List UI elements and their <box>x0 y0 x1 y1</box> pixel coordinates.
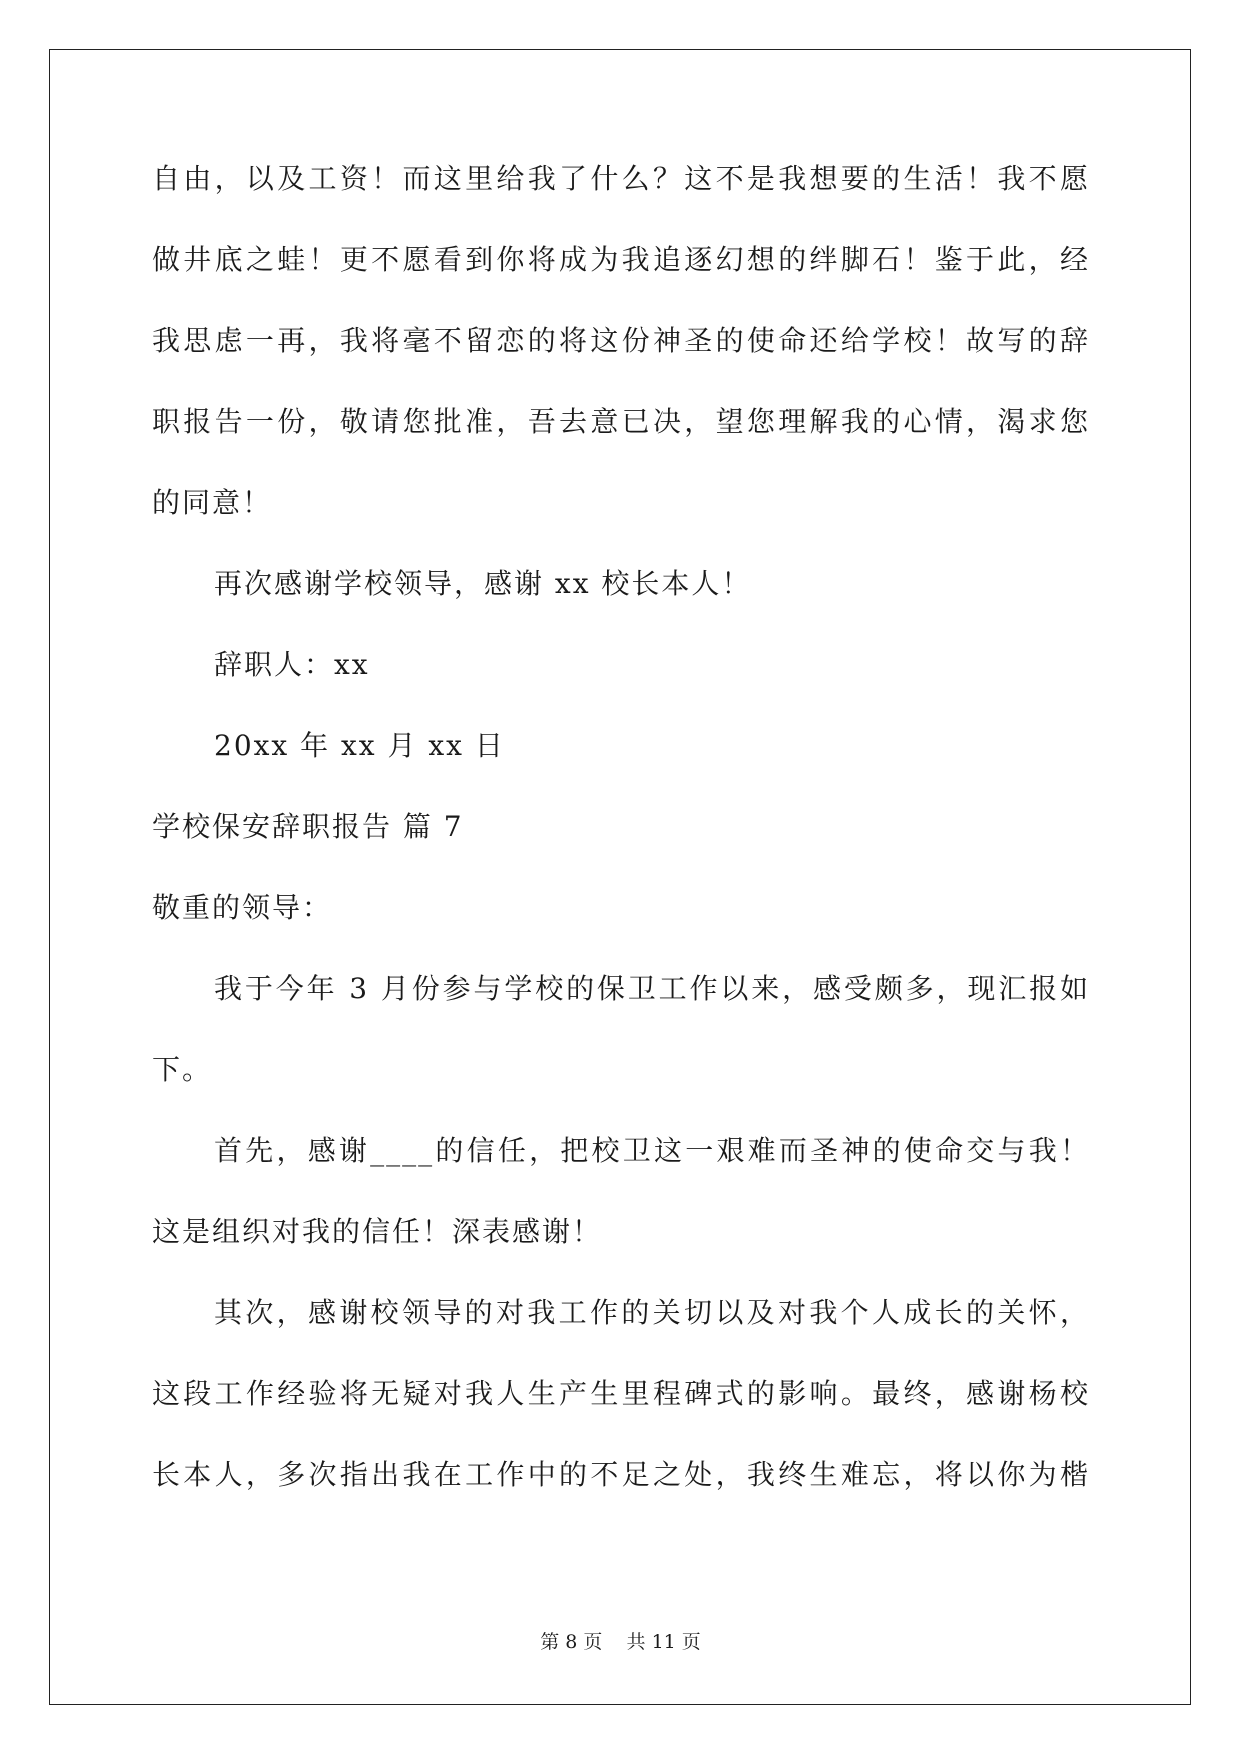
text-line: 再次感谢学校领导，感谢 xx 校长本人！ <box>214 567 752 600</box>
text-line: 下。 <box>152 1053 213 1086</box>
text-line: 长本人，多次指出我在工作中的不足之处，我终生难忘，将以你为楷 <box>152 1458 1090 1491</box>
text-line: 职报告一份，敬请您批准，吾去意已决，望您理解我的心情，渴求您 <box>152 405 1090 438</box>
text-line: 这段工作经验将无疑对我人生产生里程碑式的影响。最终，感谢杨校 <box>152 1377 1090 1410</box>
text-line: 学校保安辞职报告 篇 7 <box>152 810 464 843</box>
text-line: 做井底之蛙！更不愿看到你将成为我追逐幻想的绊脚石！鉴于此，经 <box>152 243 1090 276</box>
text-line: 其次，感谢校领导的对我工作的关切以及对我个人成长的关怀， <box>214 1296 1090 1329</box>
document-body <box>152 158 1090 1535</box>
text-line: 我于今年 3 月份参与学校的保卫工作以来，感受颇多，现汇报如 <box>214 972 1090 1005</box>
text-line: 敬重的领导： <box>152 891 333 924</box>
text-line: 自由，以及工资！而这里给我了什么？这不是我想要的生活！我不愿 <box>152 162 1090 195</box>
text-line: 的同意！ <box>152 486 273 519</box>
text-line: 20xx 年 xx 月 xx 日 <box>214 729 505 762</box>
text-line: 这是组织对我的信任！深表感谢！ <box>152 1215 603 1248</box>
text-line: 首先，感谢____的信任，把校卫这一艰难而圣神的使命交与我！ <box>214 1134 1090 1167</box>
text-line: 辞职人：xx <box>214 648 370 681</box>
text-line: 我思虑一再，我将毫不留恋的将这份神圣的使命还给学校！故写的辞 <box>152 324 1090 357</box>
page-number-footer: 第 8 页 共 11 页 <box>540 1631 701 1653</box>
